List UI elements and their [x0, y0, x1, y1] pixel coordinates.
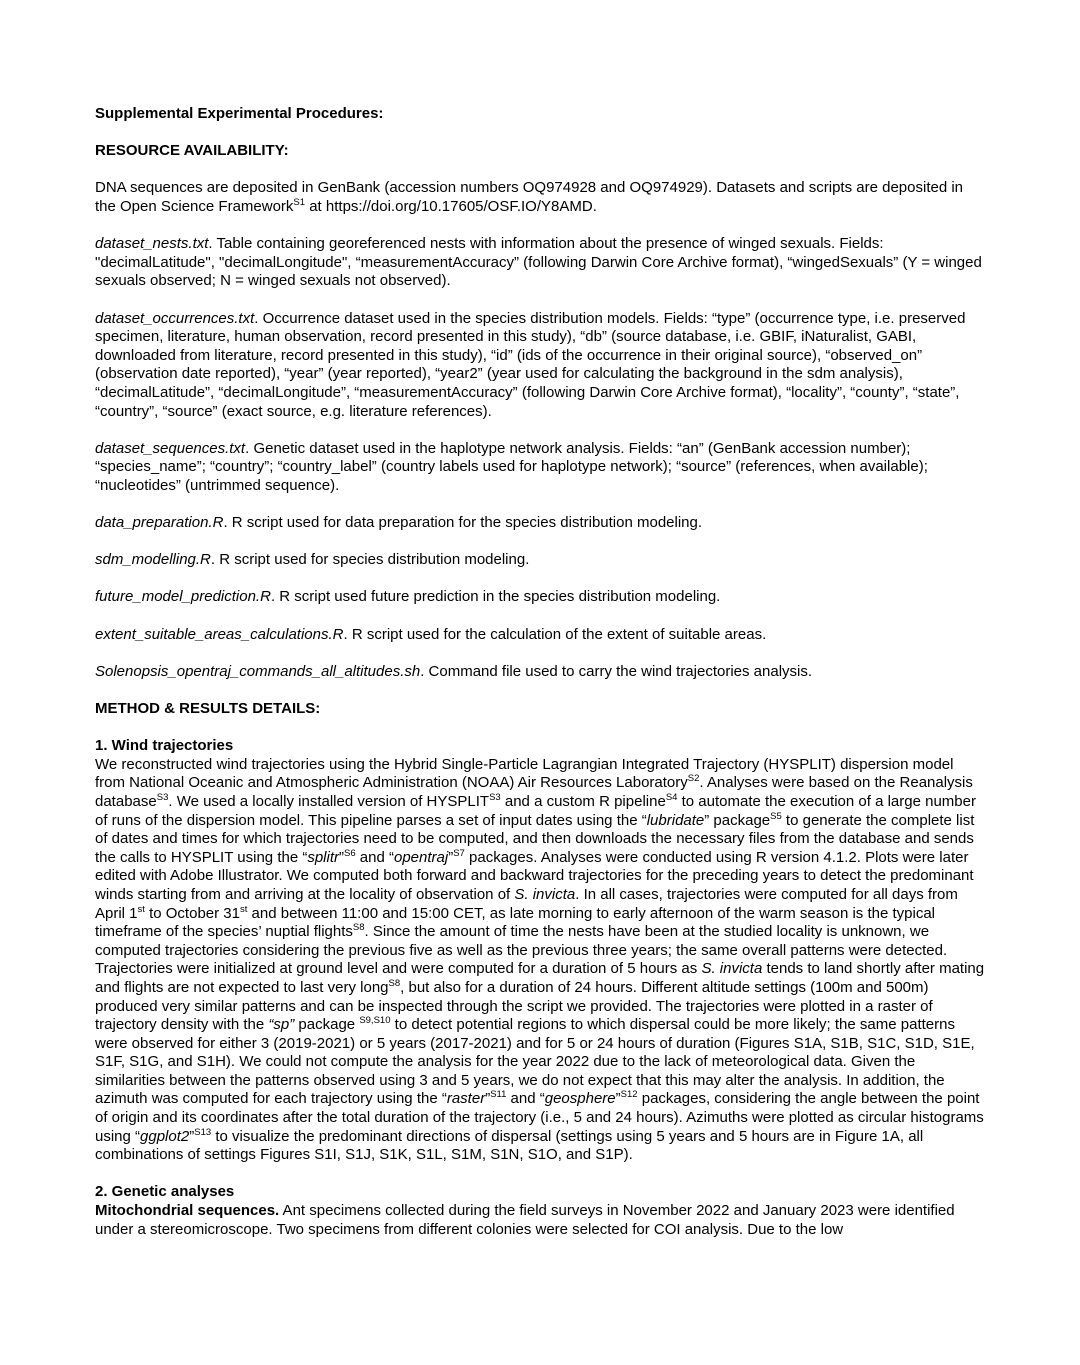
text-run: . R script used future prediction in the species distribution modeling.: [270, 588, 721, 606]
italic-text-run: dataset_sequences.txt: [95, 439, 246, 457]
text-run: and “: [355, 848, 394, 866]
superscript-reference: S9,S10: [359, 1015, 391, 1027]
italic-text-run: “sp”: [268, 1016, 295, 1034]
italic-text-run: splitr: [307, 848, 340, 866]
superscript-reference: S5: [770, 810, 782, 822]
text-run: RESOURCE AVAILABILITY:: [95, 142, 289, 160]
section-heading: [95, 700, 985, 719]
italic-text-run: dataset_occurrences.txt: [95, 309, 255, 327]
text-run: to automate the execution of a large number of runs of the dispersion model. This pipeline parses a set of input dates using the “: [95, 792, 976, 829]
text-run: 2. Genetic analyses: [95, 1183, 235, 1201]
italic-text-run: S. invicta: [514, 885, 576, 903]
paragraph: [95, 588, 985, 607]
text-run: ”: [448, 848, 454, 866]
text-run: Mitochondrial sequences.: [95, 1202, 280, 1220]
text-run: packages. Analyses were conducted using R version 4.1.2. Plots were later edited with Adobe Illustrator. We computed both forward and backward trajectories for the preceding years to detect the predominant winds starting from and arriving at the locality of observation of: [95, 848, 974, 903]
paragraph: [95, 440, 985, 496]
text-run: ”: [485, 1090, 491, 1108]
text-run: to generate the complete list of dates and times for which trajectories need to be computed, and then downloads the necessary files from the database and sends the calls to HYSPLIT using the “: [95, 811, 975, 866]
text-run: . We used a locally installed version of HYSPLIT: [168, 792, 490, 810]
italic-text-run: extent_suitable_areas_calculations.R: [95, 625, 344, 643]
text-run: . R script used for the calculation of the extent of suitable areas.: [343, 625, 767, 643]
italic-text-run: lubridate: [646, 811, 705, 829]
text-run: and a custom R pipeline: [500, 792, 666, 810]
paragraph: [95, 514, 985, 533]
superscript-reference: S12: [620, 1089, 638, 1101]
italic-text-run: sdm_modelling.R: [95, 551, 211, 569]
italic-text-run: dataset_nests.txt: [95, 235, 209, 253]
superscript-reference: S6: [344, 847, 356, 859]
text-run: ”: [339, 848, 345, 866]
text-run: . Since the amount of time the nests have been at the studied locality is unknown, we computed trajectories considering the previous five as well as the previous three years; the same overall patterns were detected. Trajectories were initialized at ground level and were computed for a duration of 5 hours as: [95, 923, 948, 978]
text-run: , but also for a duration of 24 hours. Different altitude settings (100m and 500m) produced very similar patterns and can be inspected through the script we provided. The trajectories were plotted in a raster of trajectory density with the: [95, 978, 933, 1034]
paragraph: [95, 626, 985, 645]
paragraph: [95, 551, 985, 570]
text-run: . Genetic dataset used in the haplotype network analysis. Fields: “an” (GenBank accession number); “species_name”; “country”; “country_label” (country labels used for haplotype network); “source” (references, when available); “nucleotides” (untrimmed sequence).: [95, 439, 928, 494]
text-run: Ant specimens collected during the field surveys in November 2022 and January 2023 were identified under a stereomicroscope. Two specimens from different colonies were selected for COI analysis. Due to the low: [95, 1202, 955, 1238]
text-run: DNA sequences are deposited in GenBank (accession numbers OQ974928 and OQ974929). Datasets and scripts are deposited in the Open Science Framework: [95, 179, 964, 215]
section-heading: [95, 1183, 985, 1202]
text-run: to October 31: [144, 904, 240, 922]
text-run: and “: [506, 1090, 545, 1108]
superscript-reference: S4: [665, 791, 678, 803]
text-run: Supplemental Experimental Procedures:: [95, 105, 384, 122]
section-heading: [95, 105, 985, 124]
text-run: . In all cases, trajectories were computed for all days from April 1: [95, 885, 958, 922]
document-body: [95, 105, 985, 1239]
text-run: ”: [615, 1090, 621, 1108]
italic-text-run: data_preparation.R: [95, 514, 224, 532]
text-run: ” package: [704, 811, 771, 829]
italic-text-run: ggplot2: [140, 1127, 190, 1145]
italic-text-run: Solenopsis_opentraj_commands_all_altitudes.sh: [95, 662, 421, 680]
paragraph: [95, 663, 985, 682]
text-run: package: [294, 1016, 360, 1034]
text-run: . Analyses were based on the Reanalysis database: [95, 774, 973, 810]
text-run: . Table containing georeferenced nests with information about the presence of winged sexuals. Fields: "decimalLatitude", "decimalLongitude", “measurementAccuracy” (following Darwin Core Archive format), “wingedSexuals” (Y = winged sexuals observed; N = winged sexuals not observed).: [95, 235, 982, 290]
superscript-reference: S8: [352, 922, 365, 934]
superscript-reference: st: [239, 903, 248, 915]
superscript-reference: S1: [293, 196, 306, 208]
text-run: . R script used for species distribution modeling.: [210, 551, 530, 569]
paragraph: [95, 235, 985, 291]
text-run: at https://doi.org/10.17605/OSF.IO/Y8AMD.: [305, 197, 597, 215]
superscript-reference: S3: [156, 791, 169, 803]
text-run: . Command file used to carry the wind trajectories analysis.: [420, 662, 813, 680]
paragraph: [95, 1202, 985, 1239]
text-run: to detect potential regions to which dispersal could be more likely; the same patterns were observed for either 3 (2019-2021) or 5 years (2017-2021) and for 5 or 24 hours of duration (Figures S1A, S1B, S1C, S1D, S1E, S1F, S1G, and S1H). We could not compute the analysis for the year 2022 due to the lack of meteorological data. Given the similarities between the patterns observed using 3 and 5 years, we do not expect that this may alter the analysis. In addition, the azimuth was computed for each trajectory using the “: [95, 1016, 975, 1108]
italic-text-run: opentraj: [394, 848, 449, 866]
text-run: to visualize the predominant directions of dispersal (settings using 5 years and 5 hours are in Figure 1A, all combinations of settings Figures S1I, S1J, S1K, S1L, S1M, S1N, S1O, and S1P).: [95, 1127, 924, 1164]
text-run: . Occurrence dataset used in the species distribution models. Fields: “type” (occurrence type, i.e. preserved specimen, literature, human observation, record presented in this study), “db” (source database, i.e. GBIF, iNaturalist, GABI, downloaded from literature, record presented in this study), “id” (ids of the occurrence in their original source), “observed_on” (observation date reported), “year” (year reported), “year2” (year used for calculating the background in the sdm analysis), “decimalLatitude”, “decimalLongitude”, “measurementAccuracy” (following Darwin Core Archive format), “locality”, “county”, “state”, “country”, “source” (exact source, e.g. literature references).: [95, 309, 966, 420]
text-run: We reconstructed wind trajectories using the Hybrid Single-Particle Lagrangian Integrated Trajectory (HYSPLIT) dispersion model from National Oceanic and Atmospheric Administration (NOAA) Air Resources Laboratory: [95, 755, 954, 792]
superscript-reference: S7: [453, 847, 465, 859]
text-run: tends to land shortly after mating and flights are not expected to last very long: [95, 960, 985, 996]
superscript-reference: S3: [489, 791, 501, 803]
italic-text-run: raster: [446, 1090, 486, 1108]
text-run: packages, considering the angle between the point of origin and its coordinates after the total duration of the trajectory (i.e., 5 and 24 hours). Azimuths were plotted as circular histograms using “: [95, 1090, 984, 1145]
paragraph: [95, 179, 985, 216]
superscript-reference: S11: [490, 1089, 507, 1101]
paragraph: [95, 310, 985, 422]
italic-text-run: future_model_prediction.R: [95, 588, 271, 606]
text-run: METHOD & RESULTS DETAILS:: [95, 700, 321, 717]
section-heading: [95, 737, 985, 756]
text-run: 1. Wind trajectories: [95, 737, 234, 755]
superscript-reference: S2: [687, 773, 700, 785]
text-run: ”: [189, 1127, 195, 1145]
paragraph: [95, 756, 985, 1165]
section-heading: [95, 142, 985, 161]
superscript-reference: st: [137, 903, 145, 915]
text-run: and between 11:00 and 15:00 CET, as late morning to early afternoon of the warm season is the typical timeframe of the species’ nuptial flights: [95, 904, 936, 941]
superscript-reference: S13: [194, 1126, 212, 1138]
superscript-reference: S8: [388, 977, 401, 989]
text-run: . R script used for data preparation for the species distribution modeling.: [223, 514, 703, 532]
italic-text-run: geosphere: [544, 1090, 616, 1108]
italic-text-run: S. invicta: [701, 960, 763, 978]
